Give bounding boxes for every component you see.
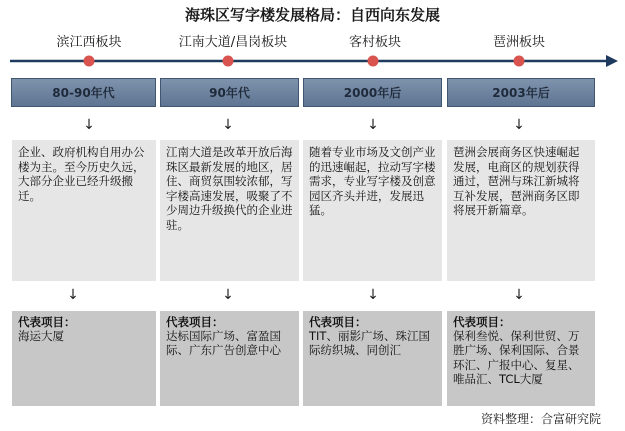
project-list: TIT、丽影广场、珠江国际纺织城、同创汇 <box>309 329 430 358</box>
era-box-3: 2000年后 <box>303 78 442 107</box>
era-box-2: 90年代 <box>160 78 299 107</box>
timeline-dot-4 <box>514 56 525 67</box>
timeline-arrow <box>0 52 625 70</box>
project-box-1 <box>12 311 156 406</box>
project-list: 海运大厦 <box>18 329 64 344</box>
region-label-jiangnan-changgang: 江南大道/昌岗板块 <box>178 35 288 50</box>
timeline-arrowhead-icon <box>606 55 618 67</box>
description-box-2: 江南大道是改革开放后海珠区最新发展的地区，居住、商贸氛围较浓郁，写字楼高速发展，吸聚了不少周边升级换代的企业进驻。 <box>160 140 299 281</box>
down-arrow-icon: ↓ <box>513 287 525 303</box>
project-box-3 <box>303 311 442 406</box>
project-heading: 代表项目： <box>166 315 224 329</box>
down-arrow-icon: ↓ <box>83 117 95 133</box>
era-box-1: 80-90年代 <box>11 78 156 107</box>
diagram-title: 海珠区写字楼发展格局：自西向东发展 <box>184 6 440 24</box>
project-box-4 <box>447 311 595 406</box>
description-box-4: 琶洲会展商务区快速崛起发展，电商区的规划获得通过，琶洲与珠江新城将互补发展，琶洲商务区即将展开新篇章。 <box>447 140 595 281</box>
down-arrow-icon: ↓ <box>222 287 234 303</box>
down-arrow-icon: ↓ <box>513 117 525 133</box>
era-box-4: 2003年后 <box>447 78 595 107</box>
timeline-dot-3 <box>368 56 379 67</box>
project-box-2 <box>160 311 299 406</box>
down-arrow-icon: ↓ <box>222 117 234 133</box>
timeline-dot-2 <box>223 56 234 67</box>
region-label-binjiang-west: 滨江西板块 <box>56 35 122 50</box>
project-heading: 代表项目： <box>18 315 76 329</box>
down-arrow-icon: ↓ <box>67 287 79 303</box>
timeline-dot-1 <box>84 56 95 67</box>
project-heading: 代表项目： <box>309 315 367 329</box>
description-box-3: 随着专业市场及文创产业的迅速崛起，拉动写字楼需求，专业写字楼及创意园区齐头并进，发展迅猛。 <box>303 140 442 281</box>
region-label-kecun: 客村板块 <box>348 35 401 50</box>
down-arrow-icon: ↓ <box>367 287 379 303</box>
project-list: 达标国际广场、富盈国际、广东广告创意中心 <box>166 329 281 358</box>
project-heading: 代表项目： <box>453 315 511 329</box>
region-label-pazhou: 琶洲板块 <box>492 35 545 50</box>
project-list: 保利叁悦、保利世贸、万胜广场、保利国际、合景环汇、广报中心、复星、唯品汇、TCL大厦 <box>453 329 580 386</box>
source-note: 资料整理：合富研究院 <box>480 412 601 426</box>
down-arrow-icon: ↓ <box>367 117 379 133</box>
description-box-1: 企业、政府机构自用办公楼为主。至今历史久远，大部分企业已经升级搬迁。 <box>12 140 156 281</box>
